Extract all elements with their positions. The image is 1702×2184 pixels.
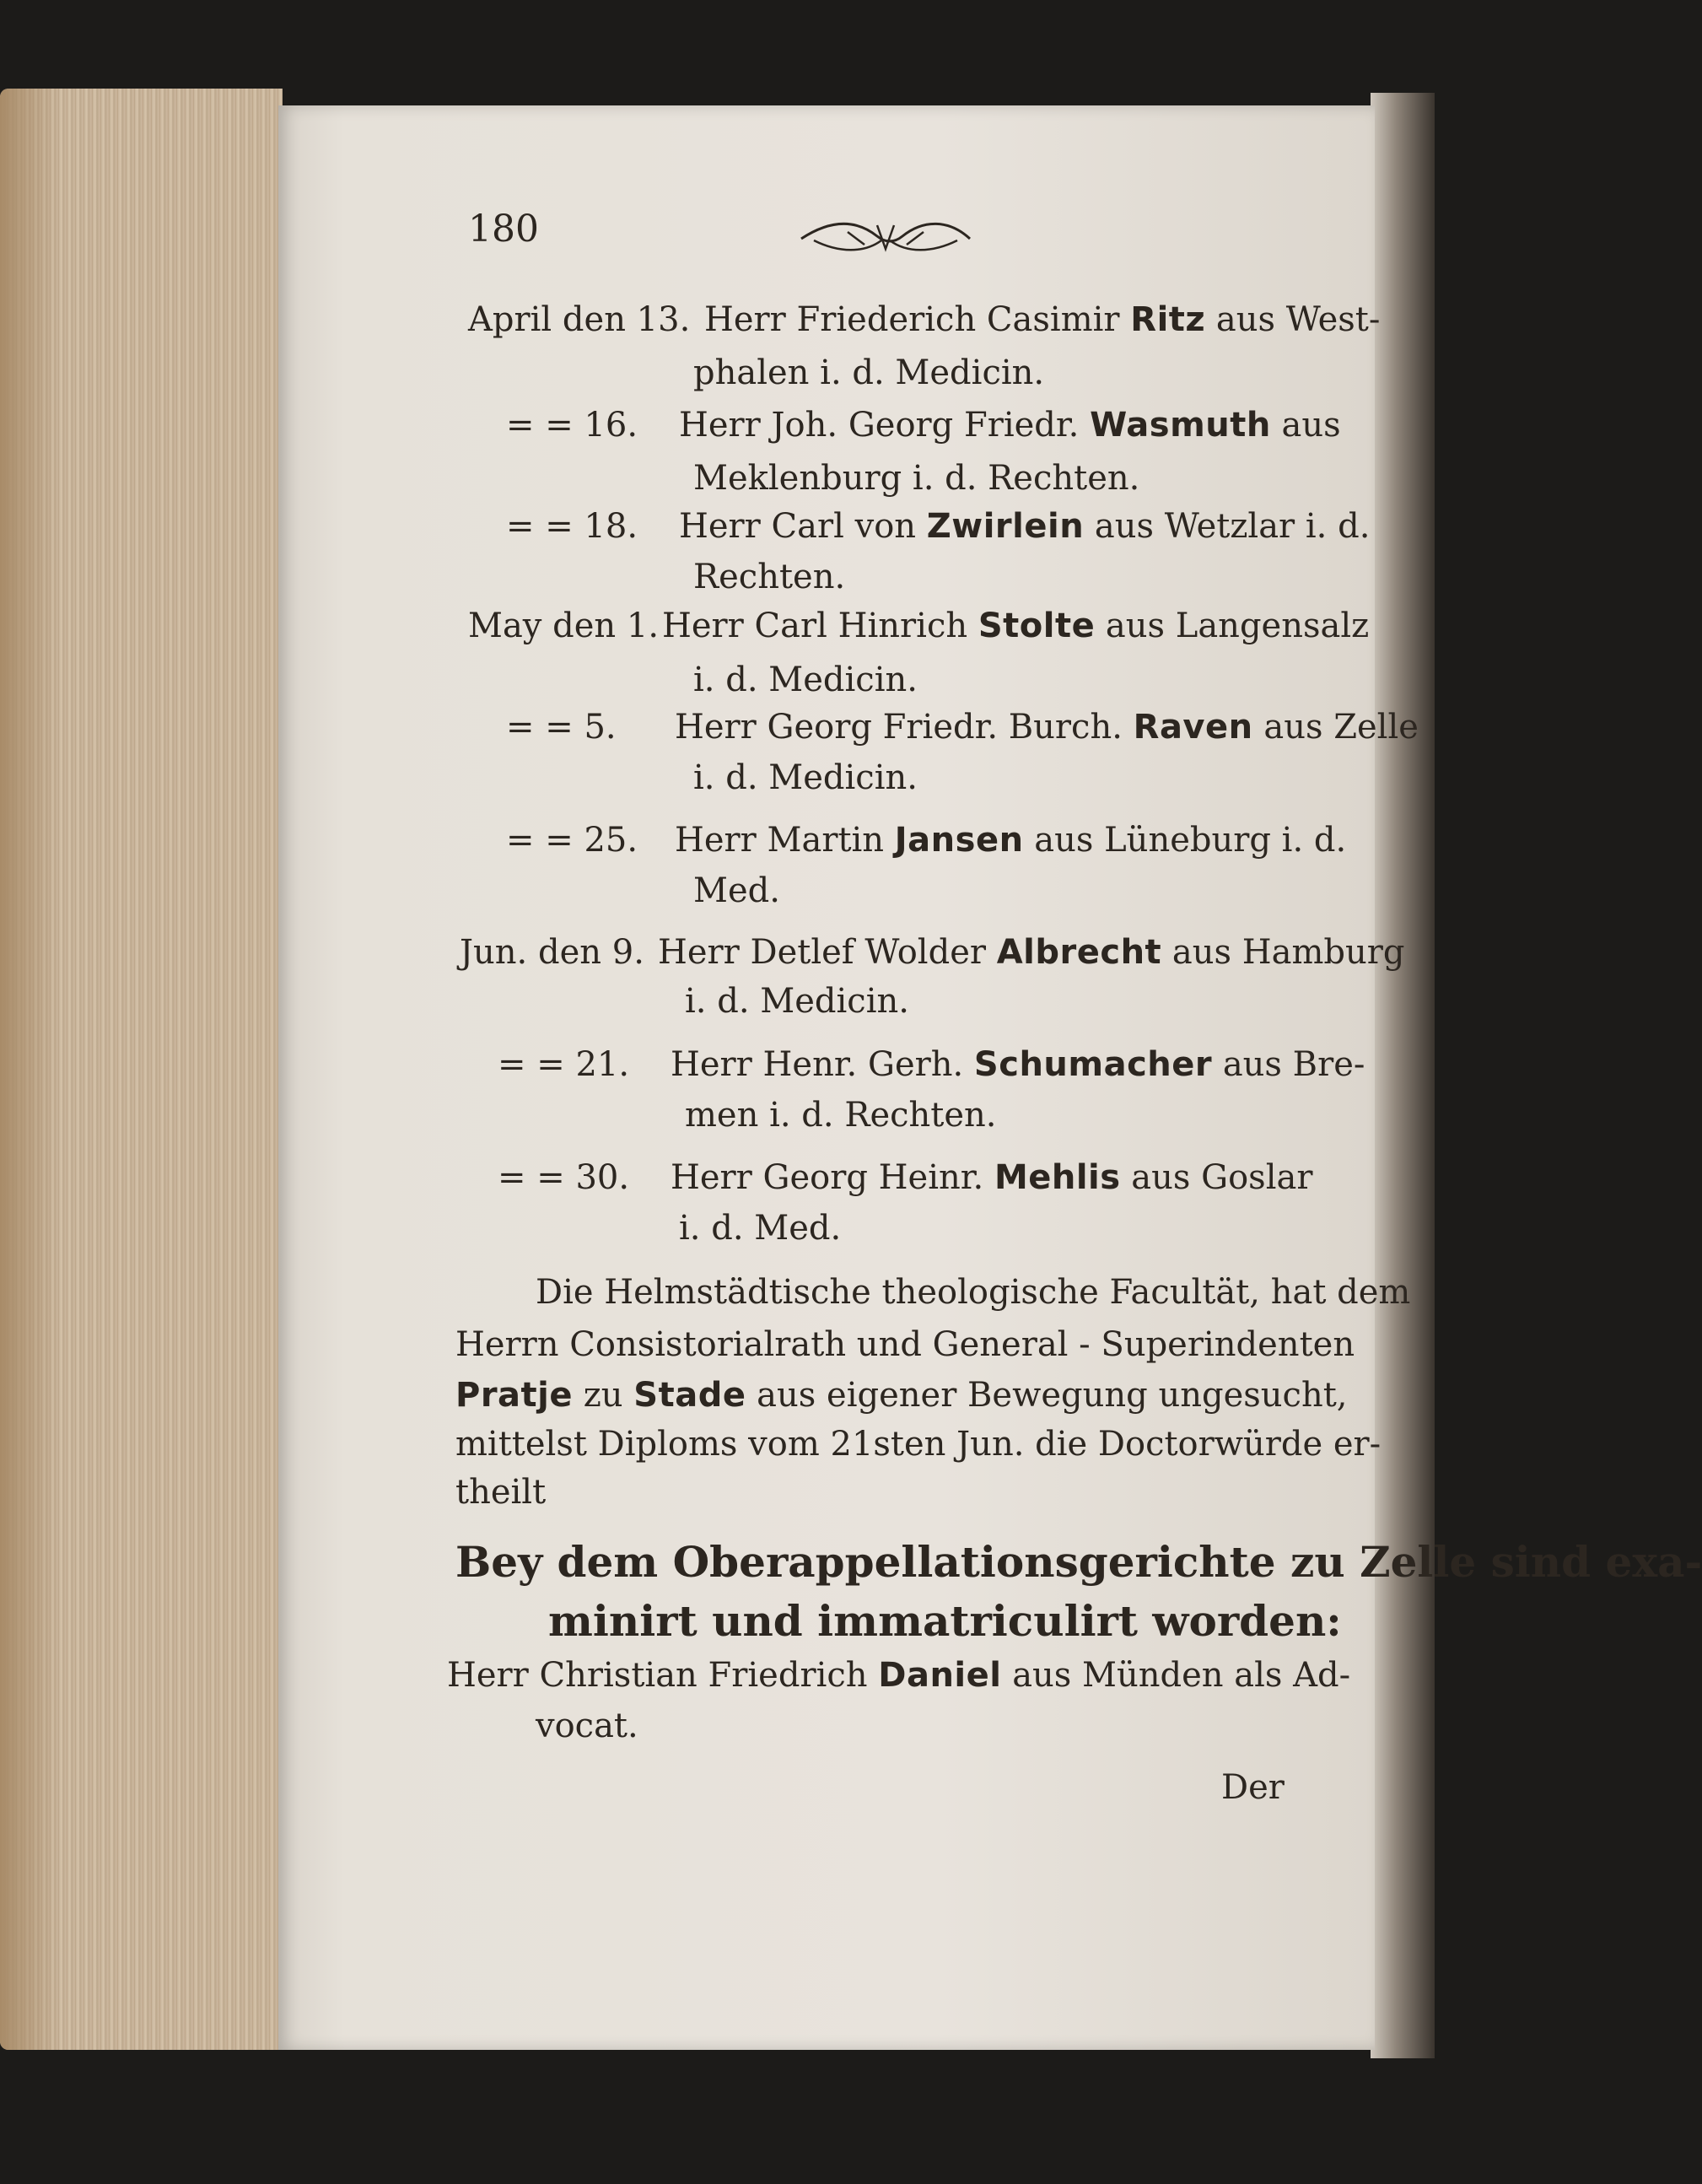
- book-edge-shadow: [0, 89, 59, 2050]
- section-heading: minirt und immatriculirt worden:: [548, 1596, 1342, 1646]
- entry-line: Herr Georg Heinr. Mehlis aus Goslar: [671, 1158, 1313, 1197]
- entry-line: Herr Detlef Wolder Albrecht aus Hamburg: [658, 933, 1405, 972]
- entry-line-2: Meklenburg i. d. Rechten.: [693, 459, 1140, 498]
- entry-line-2: i. d. Med.: [679, 1209, 842, 1248]
- entry-name: Stolte: [978, 607, 1096, 645]
- entry-name: Jansen: [894, 821, 1024, 860]
- entry-date: May den 1.: [468, 607, 660, 645]
- entry-date: = = 25.: [506, 821, 638, 860]
- paragraph-line: Herrn Consistorialrath und General - Superindenten: [455, 1325, 1355, 1364]
- entry-name: Zwirlein: [926, 507, 1085, 546]
- paragraph-line: Die Helmstädtische theologische Facultät, hat dem: [536, 1273, 1411, 1312]
- entry-date: = = 18.: [506, 507, 638, 546]
- person-name: Daniel: [878, 1656, 1002, 1695]
- entry-line: Herr Carl von Zwirlein aus Wetzlar i. d.: [679, 507, 1371, 546]
- entry-line-2: Rechten.: [693, 558, 846, 596]
- entry-line-2: phalen i. d. Medicin.: [693, 353, 1045, 392]
- entry-date: = = 21.: [498, 1045, 630, 1084]
- entry-date: = = 5.: [506, 708, 617, 747]
- person-name: Pratje: [455, 1376, 573, 1415]
- advocate-line: Herr Christian Friedrich Daniel aus Münden als Ad-: [447, 1656, 1351, 1695]
- advocate-line-2: vocat.: [536, 1707, 638, 1745]
- entry-date: = = 16.: [506, 406, 638, 445]
- entry-line: Herr Henr. Gerh. Schumacher aus Bre-: [671, 1045, 1365, 1084]
- entry-name: Mehlis: [994, 1158, 1121, 1197]
- entry-line: Herr Carl Hinrich Stolte aus Langensalz: [662, 607, 1370, 645]
- section-heading: Bey dem Oberappellationsgerichte zu Zelle sind exa-: [455, 1537, 1702, 1587]
- entry-name: Wasmuth: [1090, 406, 1271, 445]
- entry-line-2: i. d. Medicin.: [693, 758, 918, 797]
- entry-name: Schumacher: [973, 1045, 1213, 1084]
- entry-date: Jun. den 9.: [460, 933, 644, 972]
- entry-line: Herr Georg Friedr. Burch. Raven aus Zelle: [675, 708, 1419, 747]
- entry-name: Raven: [1133, 708, 1253, 747]
- paragraph-line: Pratje zu Stade aus eigener Bewegung ungesucht,: [455, 1376, 1348, 1415]
- paragraph-line: mittelst Diploms vom 21sten Jun. die Doctorwürde er-: [455, 1425, 1382, 1464]
- entry-line: Herr Martin Jansen aus Lüneburg i. d.: [675, 821, 1347, 860]
- entry-line-2: i. d. Medicin.: [693, 661, 918, 699]
- entry-date: April den 13.: [468, 300, 691, 339]
- entry-line-2: i. d. Medicin.: [685, 982, 909, 1021]
- page-number: 180: [468, 208, 539, 251]
- entry-name: Albrecht: [996, 933, 1162, 972]
- entry-line-2: men i. d. Rechten.: [685, 1096, 997, 1135]
- entry-name: Ritz: [1130, 300, 1206, 339]
- paragraph-line: theilt: [455, 1473, 547, 1512]
- entry-line: Herr Friederich Casimir Ritz aus West-: [704, 300, 1381, 339]
- catchword: Der: [1221, 1768, 1285, 1807]
- facing-page-edge: [1371, 93, 1435, 2058]
- entry-line: Herr Joh. Georg Friedr. Wasmuth aus: [679, 406, 1341, 445]
- entry-line-2: Med.: [693, 871, 780, 910]
- flourish-ornament-icon: [797, 215, 974, 257]
- entry-date: = = 30.: [498, 1158, 630, 1197]
- place-name: Stade: [633, 1376, 746, 1415]
